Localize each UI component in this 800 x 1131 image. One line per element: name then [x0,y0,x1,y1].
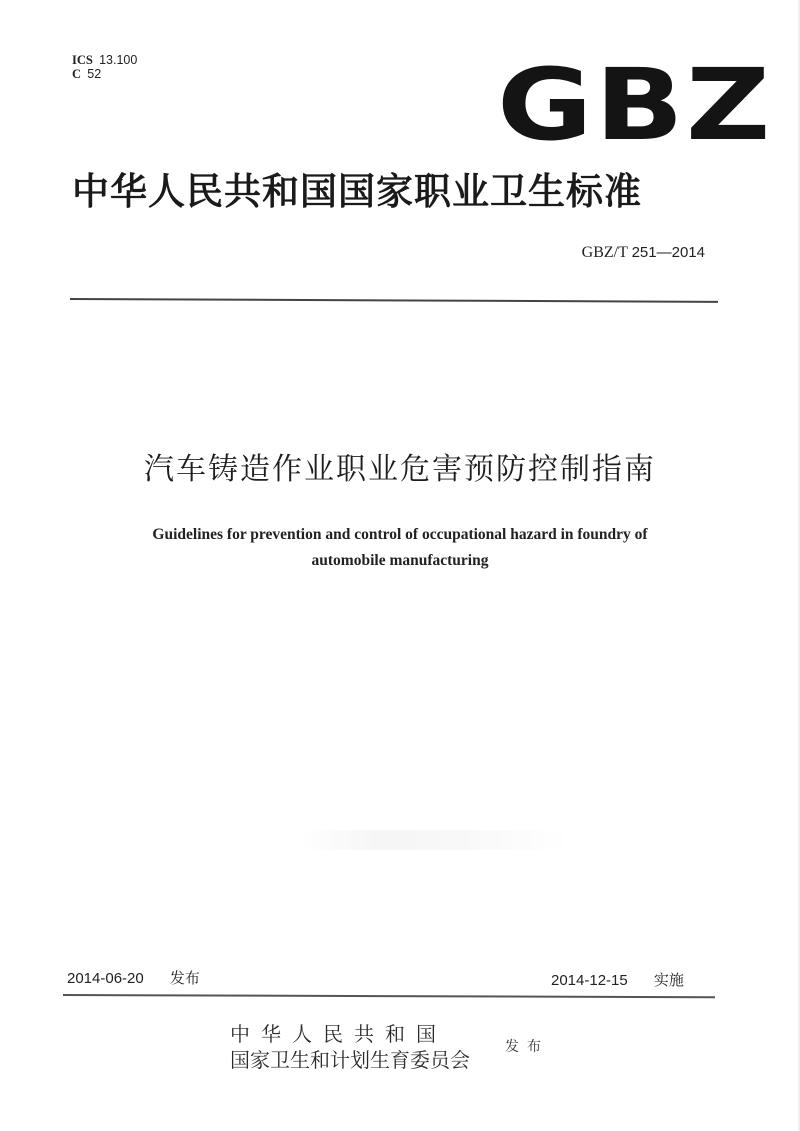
document-title-chinese: 汽车铸造作业职业危害预防控制指南 [144,452,656,487]
ccs-value: 52 [87,67,102,81]
header-divider [70,298,718,303]
ccs-label: C [72,67,82,81]
footer-divider [63,994,715,998]
classification-codes [72,53,137,81]
standard-category-title: 中华人民共和国国家职业卫生标准 [72,169,642,213]
ics-value: 13.100 [99,53,138,67]
standard-code-prefix: GBZ/T [581,244,628,261]
standard-code-number: 251—2014 [631,244,705,261]
ics-label: ICS [72,53,93,67]
publish-label: 发布 [169,969,200,987]
publish-date-block [67,967,200,988]
issued-label: 发布 [505,1039,549,1055]
issuer-line-1: 中华人民共和国 [230,1022,447,1046]
standard-code [582,244,705,262]
issuing-authority [230,1021,470,1073]
issuer-line-2: 国家卫生和计划生育委员会 [230,1048,470,1072]
ics-code [72,53,137,67]
english-title-line-1: Guidelines for prevention and control of occupational hazard in foundry of [152,526,648,543]
publish-date: 2014-06-20 [67,970,144,987]
implement-date-block [551,969,684,990]
implement-label: 实施 [653,971,684,989]
ccs-code [72,67,137,81]
gbz-logo: GBZ [497,46,773,163]
scan-artifact [300,830,570,850]
document-title-english [0,522,800,574]
english-title-line-2: automobile manufacturing [311,552,489,569]
implement-date: 2014-12-15 [551,972,628,989]
